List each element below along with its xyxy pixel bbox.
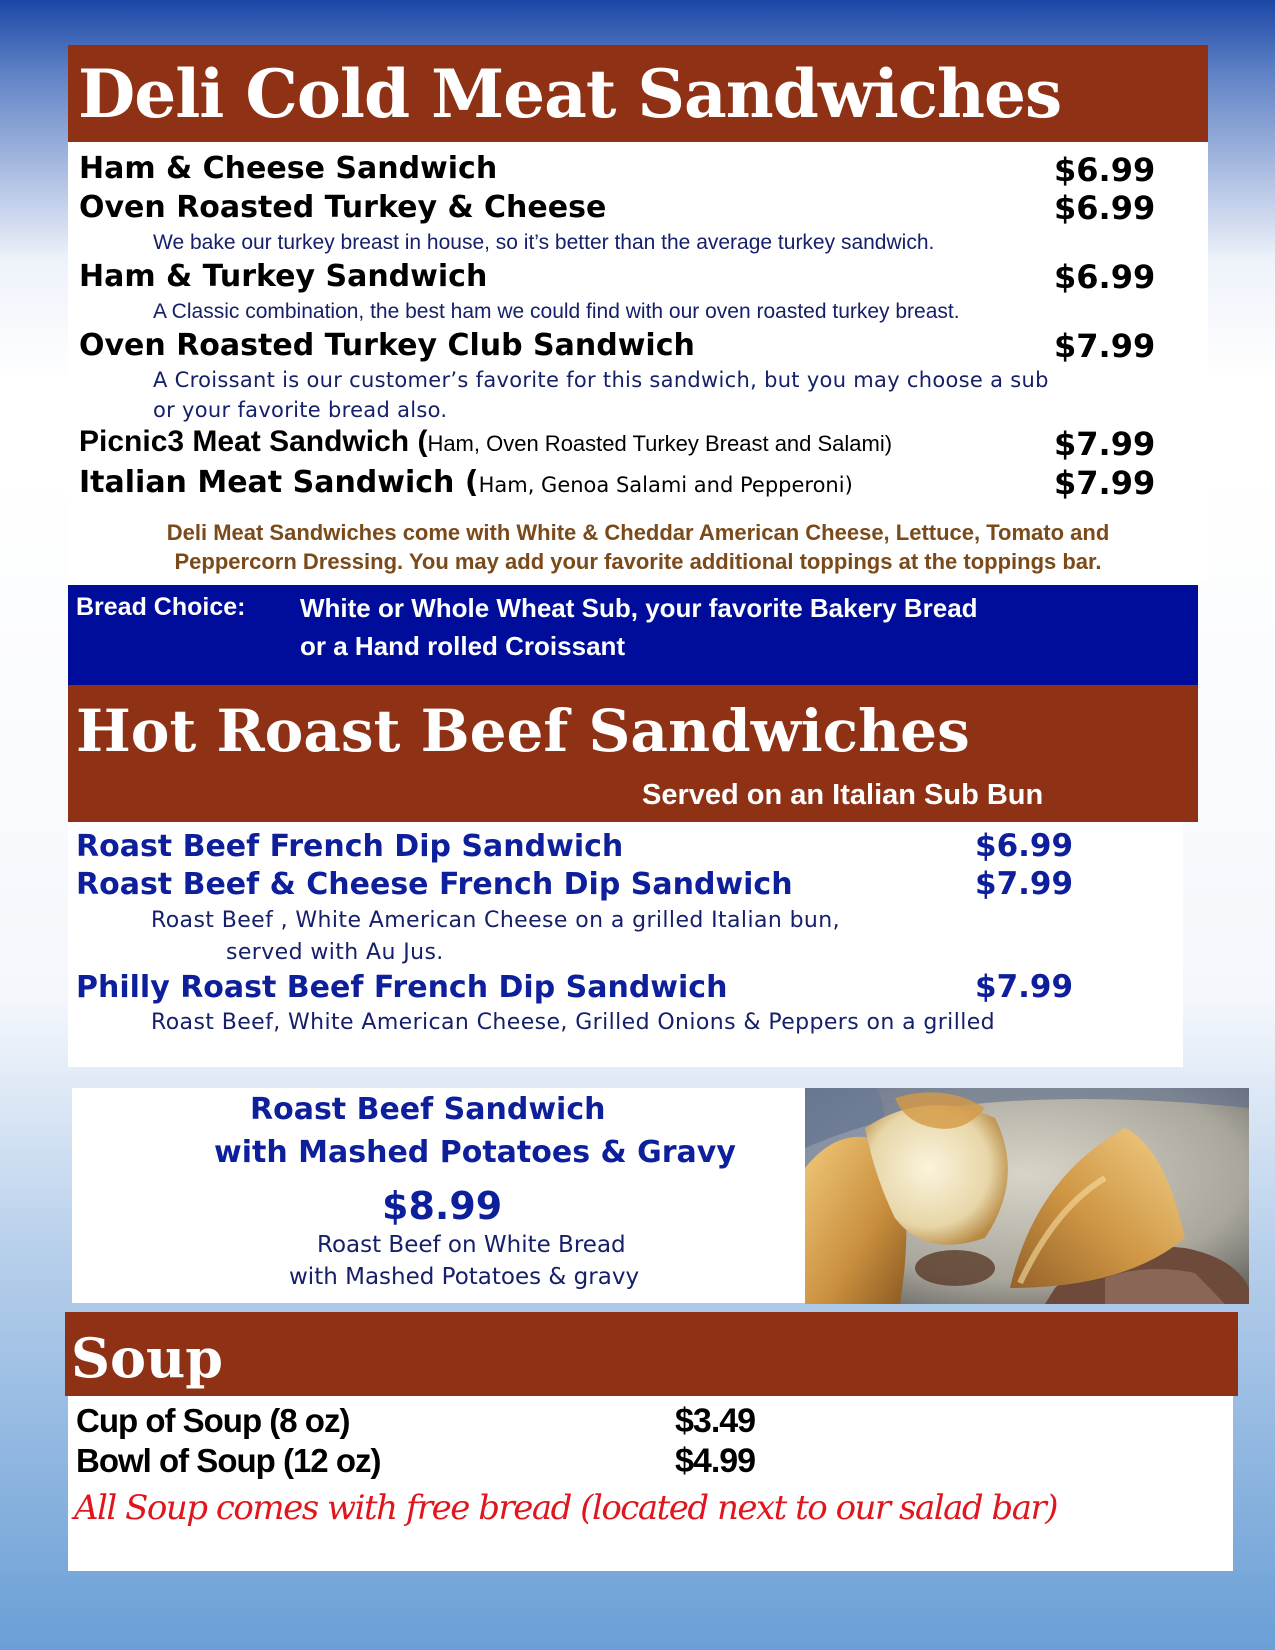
special-line: Roast Beef Sandwich <box>250 1092 606 1127</box>
deli-item-name: Ham & Turkey Sandwich <box>79 259 488 294</box>
deli-item-price: $6.99 <box>1054 151 1156 189</box>
deli-item-price: $6.99 <box>1054 189 1156 227</box>
deli-item-desc: A Classic combination, the best ham we could find with our oven roasted turkey breast. <box>153 300 960 323</box>
special-line: with Mashed Potatoes & Gravy <box>214 1135 736 1170</box>
roast-beef-photo <box>805 1088 1249 1304</box>
hot-subtitle: Served on an Italian Sub Bun <box>642 779 1044 811</box>
hot-item-desc: Roast Beef , White American Cheese on a grilled Italian bun, <box>151 908 841 933</box>
deli-item-name: Ham & Cheese Sandwich <box>79 151 498 186</box>
deli-footnote-line: Deli Meat Sandwiches come with White & Cheddar American Cheese, Lettuce, Tomato and <box>166 520 1110 545</box>
deli-footnote-line: Peppercorn Dressing. You may add your favorite additional toppings at the toppings bar. <box>174 549 1102 574</box>
bread-choice-line: or a Hand rolled Croissant <box>300 631 626 661</box>
soup-item-price: $4.99 <box>675 1442 756 1480</box>
soup-item-name: Cup of Soup (8 oz) <box>76 1402 350 1439</box>
hot-item-price: $6.99 <box>975 828 1074 864</box>
soup-header <box>65 1312 1238 1396</box>
hot-item-name: Roast Beef & Cheese French Dip Sandwich <box>76 867 793 902</box>
soup-item-price: $3.49 <box>675 1402 756 1440</box>
bread-choice-label: Bread Choice: <box>76 593 246 621</box>
deli-item-name: Oven Roasted Turkey Club Sandwich <box>79 328 695 363</box>
deli-item-price: $7.99 <box>1054 425 1156 463</box>
special-price: $8.99 <box>382 1184 503 1228</box>
deli-item-price: $6.99 <box>1054 258 1156 296</box>
deli-title: Deli Cold Meat Sandwiches <box>78 55 1062 133</box>
deli-item-price: $7.99 <box>1054 464 1156 502</box>
deli-item-name <box>79 465 853 500</box>
deli-item-name: Oven Roasted Turkey & Cheese <box>79 190 607 225</box>
special-desc: with Mashed Potatoes & gravy <box>289 1264 640 1290</box>
deli-item-note: Ham, Oven Roasted Turkey Breast and Salami) <box>427 431 893 456</box>
hot-item-name: Philly Roast Beef French Dip Sandwich <box>76 970 728 1005</box>
deli-item-name-text: Picnic3 Meat Sandwich ( <box>79 425 428 458</box>
bread-choice-line: White or Whole Wheat Sub, your favorite Bakery Bread <box>300 593 978 623</box>
deli-item-desc: We bake our turkey breast in house, so it’s better than the average turkey sandwich. <box>153 231 935 254</box>
deli-item-price: $7.99 <box>1054 327 1156 365</box>
hot-item-name: Roast Beef French Dip Sandwich <box>76 829 624 864</box>
deli-item-name-text: Italian Meat Sandwich ( <box>79 465 479 500</box>
bread-choice-bar <box>68 585 1198 685</box>
soup-title: Soup <box>71 1326 224 1390</box>
hot-item-price: $7.99 <box>975 969 1074 1005</box>
deli-item-name <box>79 425 892 459</box>
hot-item-desc: Roast Beef, White American Cheese, Grilled Onions & Peppers on a grilled <box>151 1010 996 1035</box>
deli-footnote <box>68 518 1208 576</box>
hot-title: Hot Roast Beef Sandwiches <box>76 697 970 765</box>
deli-item-desc: or your favorite bread also. <box>153 398 448 422</box>
soup-note: All Soup comes with free bread (located next to our salad bar) <box>74 1488 1057 1528</box>
special-desc: Roast Beef on White Bread <box>317 1232 626 1258</box>
soup-item-name: Bowl of Soup (12 oz) <box>76 1442 381 1479</box>
deli-item-note: Ham, Genoa Salami and Pepperoni) <box>478 473 853 497</box>
deli-item-desc: A Croissant is our customer’s favorite for this sandwich, but you may choose a sub <box>153 368 1049 392</box>
hot-item-desc: served with Au Jus. <box>226 940 444 965</box>
deli-header <box>68 45 1208 142</box>
hot-header <box>68 685 1198 822</box>
hot-item-price: $7.99 <box>975 866 1074 902</box>
